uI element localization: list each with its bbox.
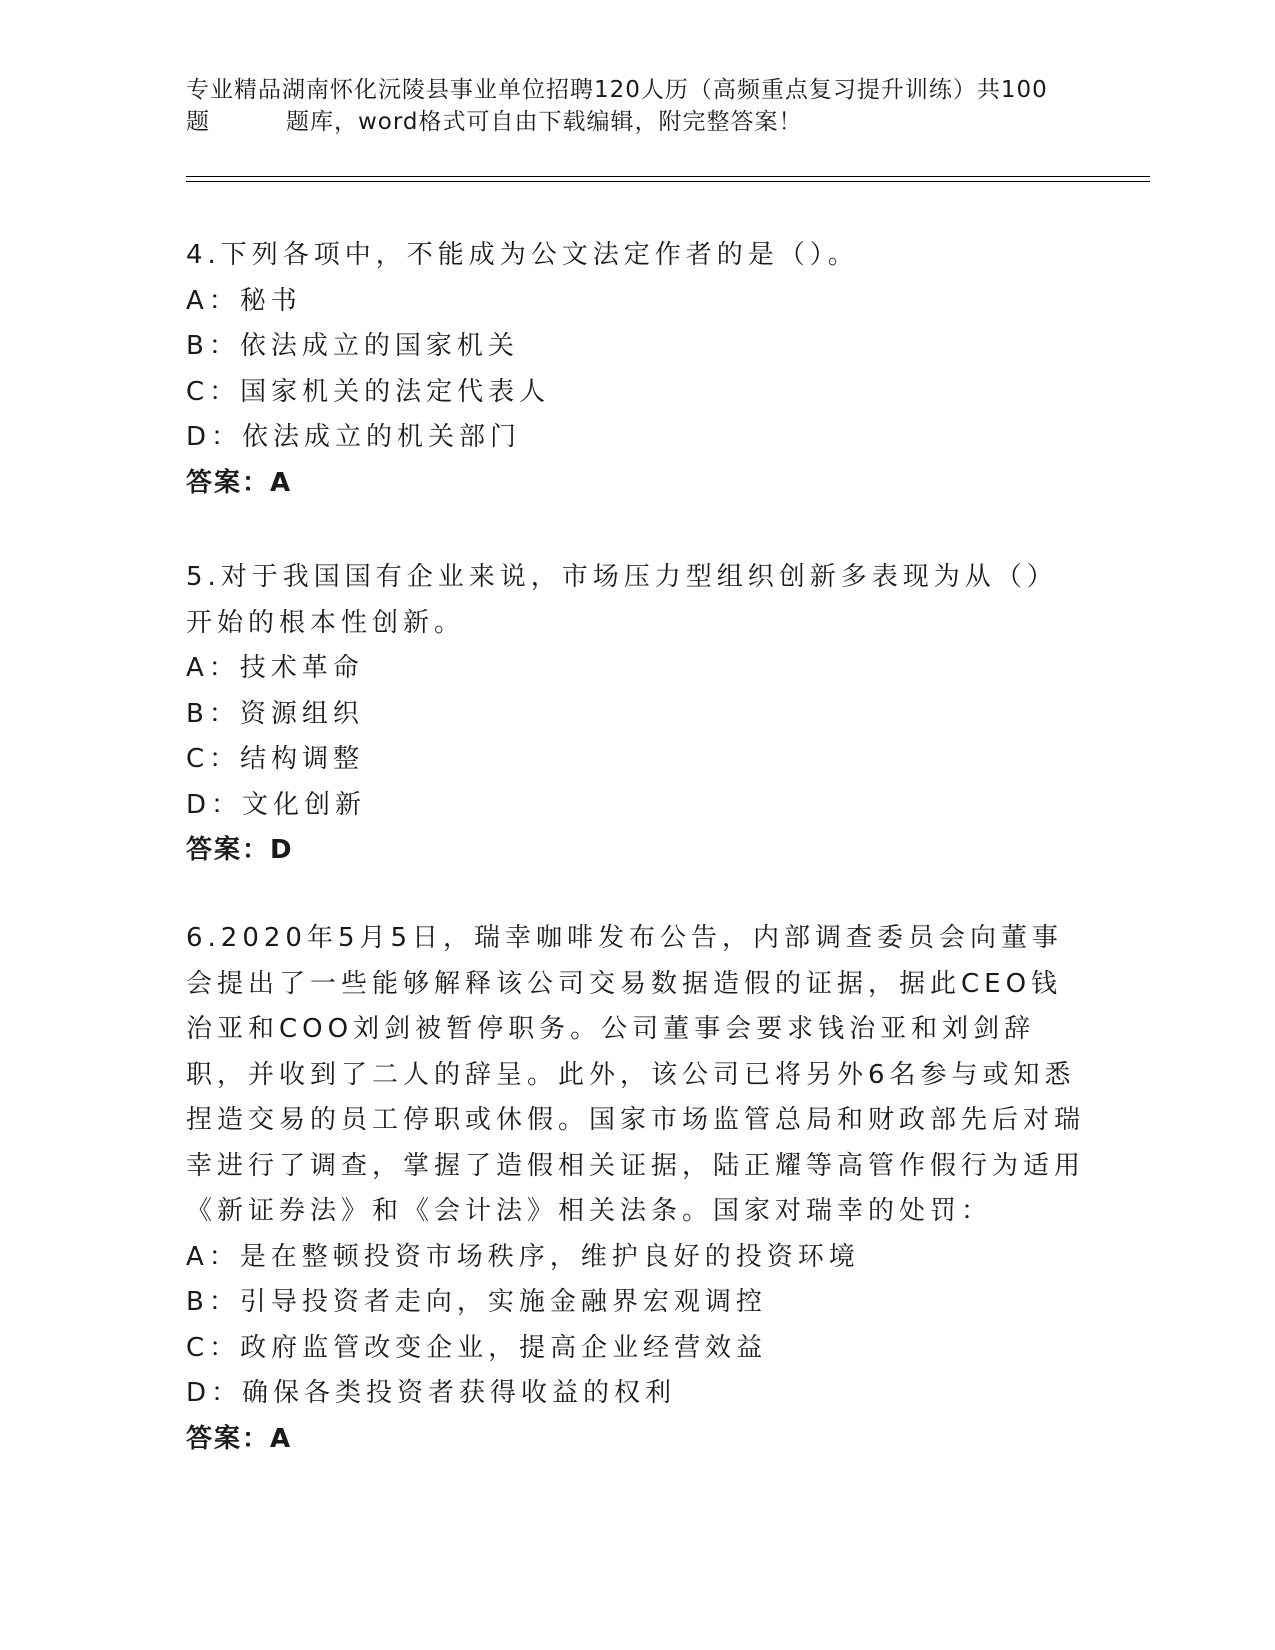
option-d: D：文化创新: [186, 789, 367, 820]
option-c: C：国家机关的法定代表人: [186, 376, 551, 407]
question-6: [186, 916, 1086, 1462]
header-title-line1: 专业精品湖南怀化沅陵县事业单位招聘120人历（高频重点复习提升训练）共100: [186, 77, 1048, 103]
question-stem: 6.2020年5月5日，瑞幸咖啡发布公告，内部调查委员会向董事会提出了一些能够解释该公司交易数据造假的证据，据此CEO钱治亚和COO刘剑被暂停职务。公司董事会要求钱治亚和刘剑辞职，并收到了二人的辞呈。此外，该公司已将另外6名参与或知悉捏造交易的员工停职或休假。国家市场监管总局和财政部先后对瑞幸进行了调查，掌握了造假相关证据，陆正耀等高管作假行为适用《新证券法》和《会计法》相关法条。国家对瑞幸的处罚：: [186, 923, 1086, 1226]
answer: 答案：A: [186, 467, 293, 498]
option-d: D：确保各类投资者获得收益的权利: [186, 1378, 677, 1408]
option-b: B：引导投资者走向，实施金融界宏观调控: [186, 1287, 767, 1317]
document-header: [186, 74, 1086, 138]
header-divider-top: [186, 176, 1150, 177]
option-a: A：秘书: [186, 285, 302, 316]
option-b: B：依法成立的国家机关: [186, 331, 519, 361]
question-5: [186, 555, 1086, 874]
header-line2-rest: 题库，word格式可自由下载编辑，附完整答案！: [286, 109, 803, 135]
option-d: D：依法成立的机关部门: [186, 422, 522, 452]
header-divider-bottom: [186, 181, 1150, 182]
option-a: A：技术革命: [186, 653, 364, 683]
header-line2-head: 题: [186, 109, 210, 135]
option-c: C：政府监管改变企业，提高企业经营效益: [186, 1332, 768, 1363]
option-a: A：是在整顿投资市场秩序，维护良好的投资环境: [186, 1241, 860, 1272]
option-b: B：资源组织: [186, 698, 364, 729]
header-title-line2: [186, 106, 1086, 138]
answer: 答案：A: [186, 1423, 293, 1454]
question-stem: 5.对于我国国有企业来说，市场压力型组织创新多表现为从（）开始的根本性创新。: [186, 562, 1058, 638]
option-c: C：结构调整: [186, 744, 365, 774]
question-stem: 4.下列各项中，不能成为公文法定作者的是（）。: [186, 240, 859, 270]
answer: 答案：D: [186, 835, 294, 865]
question-4: [186, 233, 1086, 506]
